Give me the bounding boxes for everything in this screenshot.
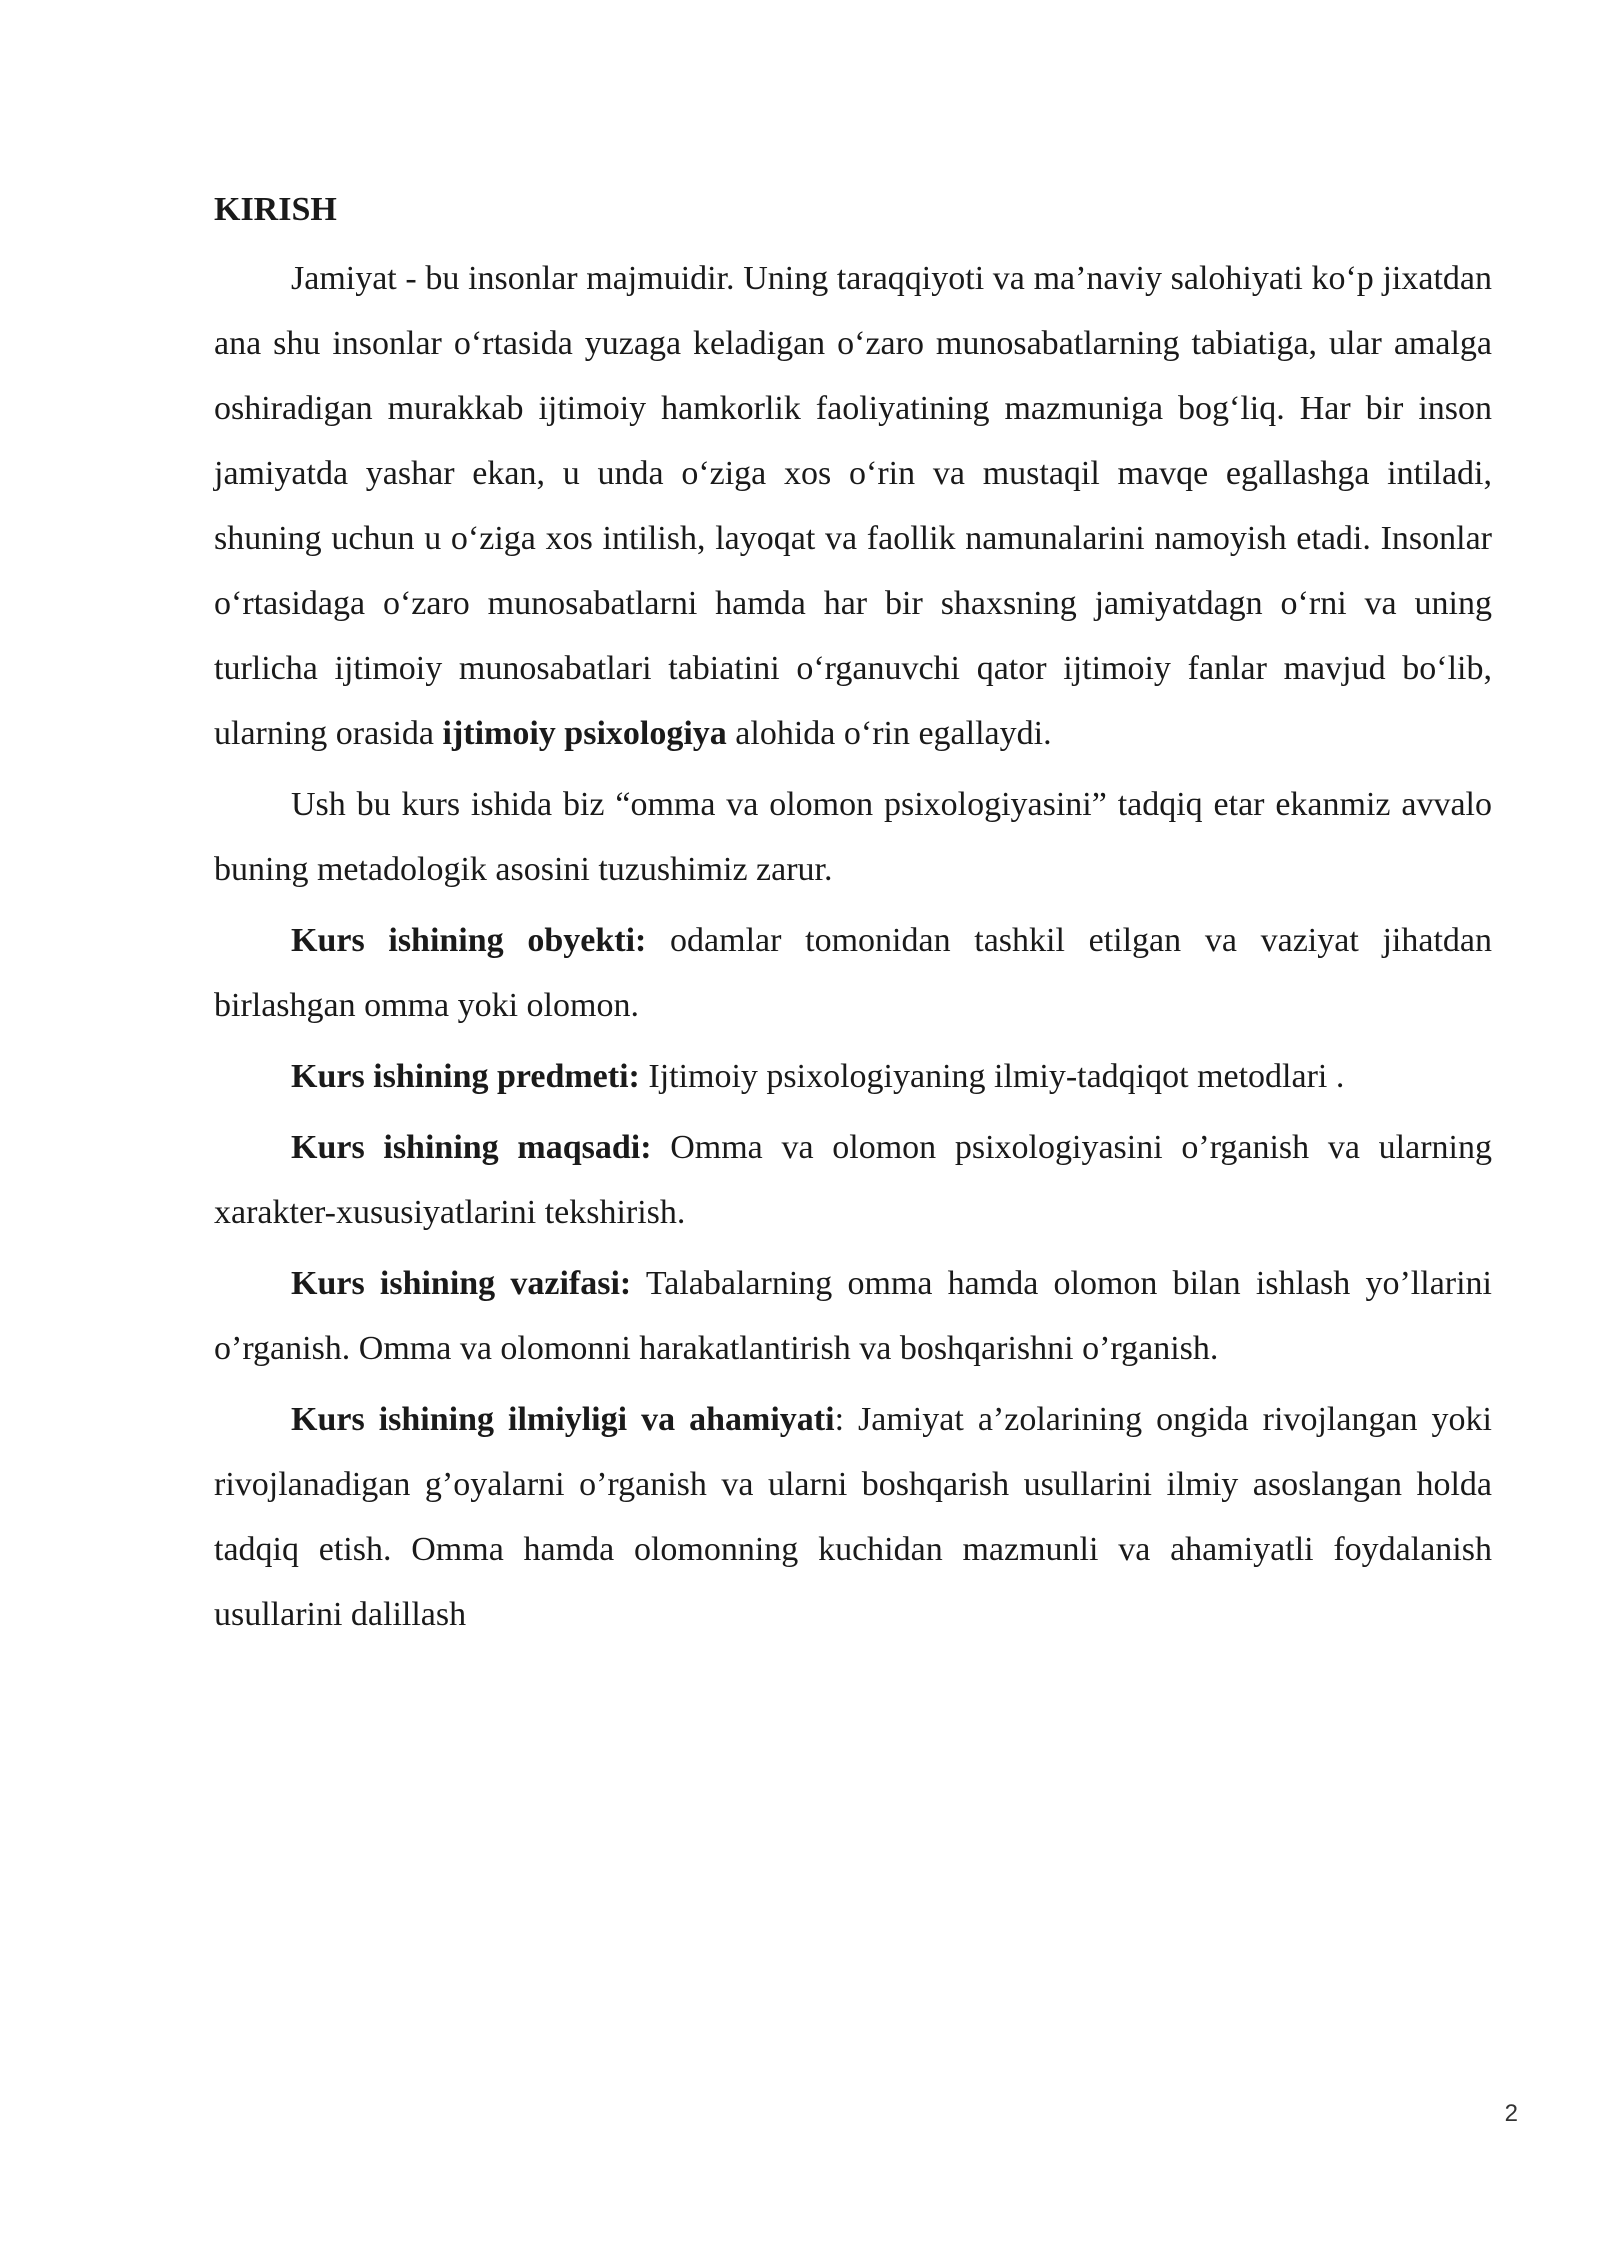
document-page: [214, 180, 1492, 1653]
intro-text-a: Jamiyat - bu insonlar majmuidir. Uning taraqqiyoti va ma’naviy salohiyati ko‘p jixatdan ana shu insonlar o‘rtasida yuzaga keladigan o‘zaro munosabatlarning tabiatiga, ular amalga oshiradigan murakkab ijtimoiy hamkorlik faoliyatining mazmuniga bog‘liq. Har bir inson jamiyatda yashar ekan, u unda o‘ziga xos o‘rin va mustaqil mavqe egallashga intiladi, shuning uchun u o‘ziga xos intilish, layoqat va faollik namunalarini namoyish etadi. Insonlar o‘rtasidaga o‘zaro munosabatlarni hamda har bir shaxsning jamiyatdagn o‘rni va uning turlicha ijtimoiy munosabatlari tabiatini o‘rganuvchi qator ijtimoiy fanlar mavjud bo‘lib, ularning orasida: [214, 260, 1492, 752]
goal-text: Omma va olomon psixologiyasini o’rganish va ularning xarakter-xususiyatlarini tekshirish.: [214, 1129, 1492, 1231]
tasks-text: Talabalarning omma hamda olomon bilan ishlash yo’llarini o’rganish. Omma va olomonni harakatlantirish va boshqarishni o’rganish.: [214, 1265, 1492, 1367]
subject-text: Ijtimoiy psixologiyaning ilmiy-tadqiqot metodlari .: [639, 1058, 1345, 1095]
object-label: Kurs ishining obyekti:: [291, 922, 647, 959]
method-paragraph: Ush bu kurs ishida biz “omma va olomon psixologiyasini” tadqiq etar ekanmiz avvalo buning metadologik asosini tuzushimiz zarur.: [214, 786, 1492, 888]
significance-label: Kurs ishining ilmiyligi va ahamiyati: [291, 1401, 835, 1438]
object-text: odamlar tomonidan tashkil etilgan va vaziyat jihatdan birlashgan omma yoki olomon.: [214, 922, 1492, 1024]
page-number: 2: [1504, 2100, 1518, 2127]
significance-text: : Jamiyat a’zolarining ongida rivojlangan yoki rivojlanadigan g’oyalarni o’rganish va ularni boshqarish usullarini ilmiy asoslangan holda tadqiq etish. Omma hamda olomonning kuchidan mazmunli va ahamiyatli foydalanish usullarini dalillash: [214, 1401, 1493, 1633]
goal-label: Kurs ishining maqsadi:: [291, 1129, 652, 1166]
tasks-paragraph: [214, 1251, 1492, 1381]
intro-bold-term: ijtimoiy psixologiya: [442, 715, 727, 752]
tasks-label: Kurs ishining vazifasi:: [291, 1265, 632, 1302]
intro-paragraph: [214, 246, 1492, 766]
significance-paragraph: [214, 1387, 1492, 1647]
object-paragraph: [214, 908, 1492, 1038]
subject-paragraph: [214, 1044, 1492, 1109]
goal-paragraph: [214, 1115, 1492, 1245]
intro-text-b: alohida o‘rin egallaydi.: [726, 715, 1052, 752]
section-heading: KIRISH: [214, 191, 337, 228]
subject-label: Kurs ishining predmeti:: [291, 1058, 640, 1095]
